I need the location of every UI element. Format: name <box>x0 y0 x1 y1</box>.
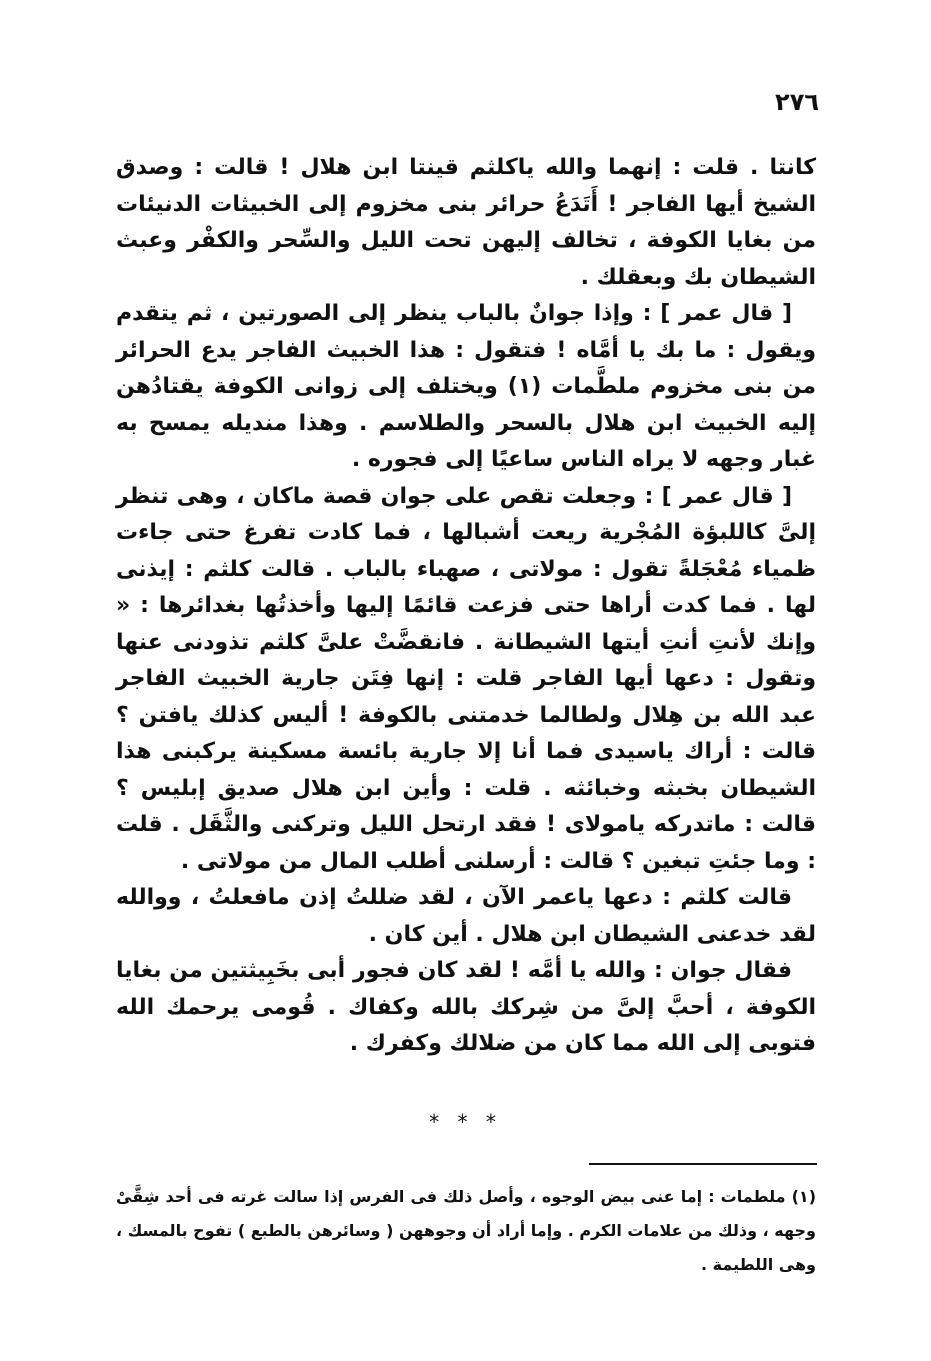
paragraph-2: [ قال عمر ] : وإذا جوانٌ بالباب ينظر إلى الصورتين ، ثم يتقدم ويقول : ما بك يا أمَّاه ! فتقول : هذا الخبيث الفاجر يدع الحرائر من بنى مخزوم ملطَّمات (١) ويختلف إلى زوانى الكوفة يقتادُهن إليه الخبيث ابن هلال بالسحر والطلاسم . وهذا منديله يمسح به غبار وجهه لا يراه الناس ساعيًا إلى فجوره . <box>116 301 816 472</box>
footnote-divider <box>589 1163 817 1165</box>
paragraph-5: فقال جوان : والله يا أمَّه ! لقد كان فجور أبى بخَبِيثتين من بغايا الكوفة ، أحبَّ إلىَّ من شِركك بالله وكفاك . قُومى يرحمك الله فتوبى إلى الله مما كان من ضلالك وكفرك . <box>116 958 816 1056</box>
section-separator: * * * <box>429 1110 502 1134</box>
footnote <box>116 1180 816 1282</box>
paragraph-4: قالت كلثم : دعها ياعمر الآن ، لقد ضللتُ إذن مافعلتُ ، ووالله لقد خدعنى الشيطان ابن هلال . أين كان . <box>116 885 816 947</box>
paragraph-3: [ قال عمر ] : وجعلت تقص على جوان قصة ماكان ، وهى تنظر إلىَّ كاللبؤة المُجْرية ريعت أشبالها ، فما كادت تفرغ حتى جاءت ظمياء مُعْجَلةً تقول : مولاتى ، صهباء بالباب . قالت كلثم : إيذنى لها . فما كدت أراها حتى فزعت قائمًا إليها وأخذتُها بغدائرها : « وإنك لأنتِ أنتِ أيتها الشيطانة . فانقضَّتْ علىَّ كلثم تذودنى عنها وتقول : دعها أيها الفاجر قلت : إنها فِتَن جارية الخبيث الفاجر عبد الله بن هِلال ولطالما خدمتنى بالكوفة ! أليس كذلك يافتن ؟ قالت : أراك ياسيدى فما أنا إلا جارية بائسة مسكينة يركبنى هذا الشيطان بخبثه وخبائثه . قلت : وأين ابن هلال صديق إبليس ؟ قالت : ماتدركه يامولاى ! فقد ارتحل الليل وتركنى والثَّقَل . قلت : وما جئتِ تبغين ؟ قالت : أرسلنى أطلب المال من مولاتى . <box>116 483 816 874</box>
paragraph-1: كانتا . قلت : إنهما والله ياكلثم قينتا ابن هلال ! قالت : وصدق الشيخ أيها الفاجر ! أَتَدَعُ حرائر بنى مخزوم إلى الخبيثات الدنيئات من بغايا الكوفة ، تخالف إليهن تحت الليل والسِّحر والكفْر وعبث الشيطان بك وبعقلك . <box>116 155 816 290</box>
page-number: ٢٧٦ <box>775 88 819 116</box>
footnote-text: (١) ملطمات : إما عنى بيض الوجوه ، وأصل ذلك فى الفرس إذا سالت غرته فى أحد شِقَّىْ وجهه ، وذلك من علامات الكرم . وإما أراد أن وجوههن ( وسائرهن بالطبع ) تفوح بالمسك ، وهى اللطيمة . <box>116 1187 816 1274</box>
body-text <box>116 150 816 1063</box>
